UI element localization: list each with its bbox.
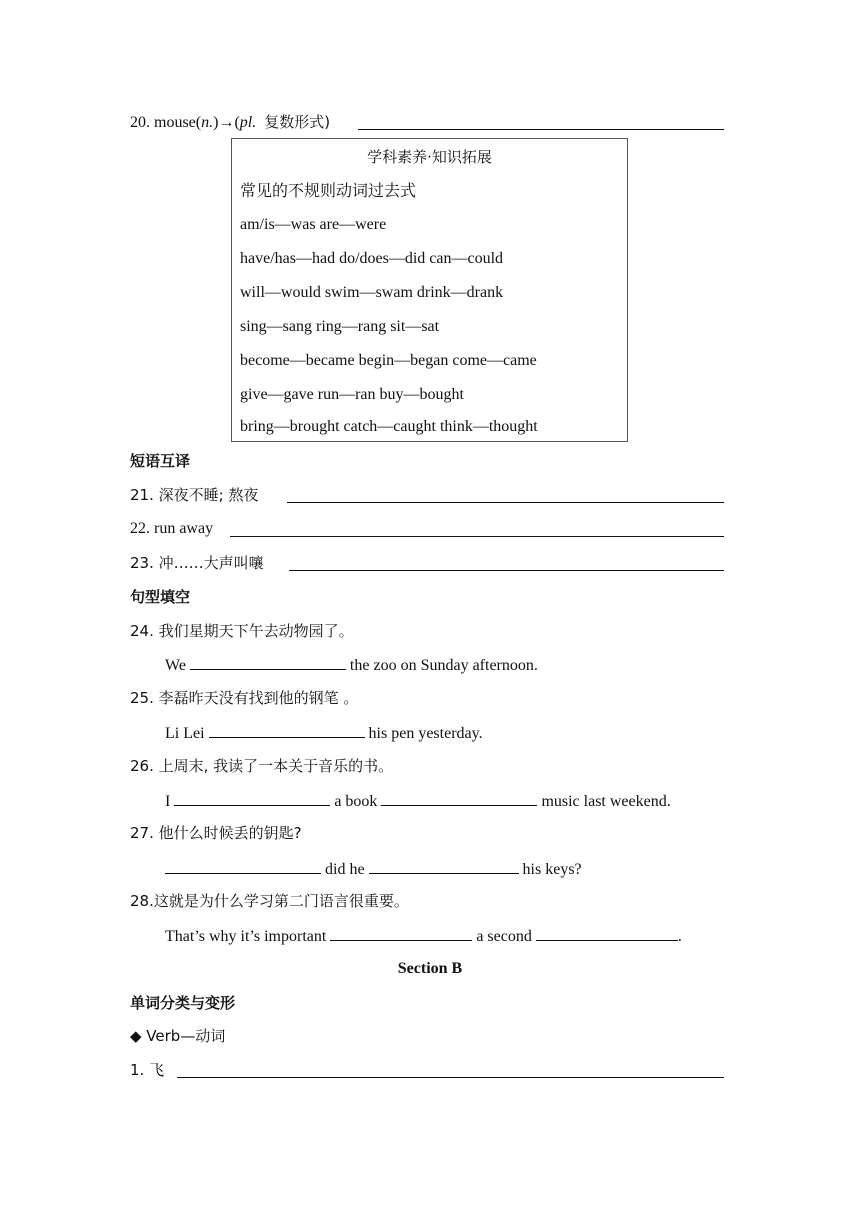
verb-row: bring—brought catch—caught think—thought xyxy=(240,418,538,435)
verb-row: sing—sang ring—rang sit—sat xyxy=(240,318,440,335)
question-25-zh: 25. 李磊昨天没有找到他的钢笔 。 xyxy=(130,689,359,707)
question-1: 1. 飞 xyxy=(130,1061,165,1079)
question-25-en: Li Lei his pen yesterday. xyxy=(165,720,483,744)
question-27-zh: 27. 他什么时候丢的钥匙? xyxy=(130,824,302,842)
verb-row: give—gave run—ran buy—bought xyxy=(240,386,464,403)
verb-row: become—became begin—began come—came xyxy=(240,352,537,369)
sentence-heading: 句型填空 xyxy=(130,588,191,606)
answer-blank[interactable] xyxy=(536,923,678,941)
question-26-zh: 26. 上周末, 我读了一本关于音乐的书。 xyxy=(130,757,394,775)
vocab-heading: 单词分类与变形 xyxy=(130,994,236,1012)
question-27-en: did he his keys? xyxy=(165,856,582,880)
verb-row: will—would swim—swam drink—drank xyxy=(240,284,504,301)
question-23: 23. 冲……大声叫嚷 xyxy=(130,554,264,572)
box-title: 学科素养·知识拓展 xyxy=(367,148,492,166)
section-title: Section B xyxy=(397,960,463,977)
box-subtitle: 常见的不规则动词过去式 xyxy=(240,181,417,200)
answer-blank-23[interactable] xyxy=(289,570,724,571)
verb-row: have/has—had do/does—did can—could xyxy=(240,250,504,267)
answer-blank[interactable] xyxy=(209,720,365,738)
question-20: 20. mouse(n.)→(pl. 复数形式) xyxy=(130,113,331,131)
question-24-en: We the zoo on Sunday afternoon. xyxy=(165,652,538,676)
verb-label: ◆ Verb—动词 xyxy=(130,1027,226,1045)
question-26-en: I a book music last weekend. xyxy=(165,788,671,812)
answer-blank[interactable] xyxy=(381,788,537,806)
answer-blank[interactable] xyxy=(330,923,472,941)
answer-blank[interactable] xyxy=(369,856,519,874)
answer-blank-22[interactable] xyxy=(230,536,724,537)
question-28-zh: 28.这就是为什么学习第二门语言很重要。 xyxy=(130,892,409,910)
answer-blank-1[interactable] xyxy=(177,1077,724,1078)
answer-blank[interactable] xyxy=(165,856,321,874)
answer-blank[interactable] xyxy=(190,652,346,670)
answer-blank-20[interactable] xyxy=(358,129,724,130)
question-28-en: That’s why it’s important a second . xyxy=(165,923,682,947)
question-22: 22. run away xyxy=(130,520,214,537)
answer-blank[interactable] xyxy=(174,788,330,806)
knowledge-box xyxy=(231,138,628,442)
phrase-heading: 短语互译 xyxy=(130,452,191,470)
verb-row: am/is—was are—were xyxy=(240,216,387,233)
question-24-zh: 24. 我们星期天下午去动物园了。 xyxy=(130,622,354,640)
answer-blank-21[interactable] xyxy=(287,502,724,503)
question-21: 21. 深夜不睡; 熬夜 xyxy=(130,486,259,504)
